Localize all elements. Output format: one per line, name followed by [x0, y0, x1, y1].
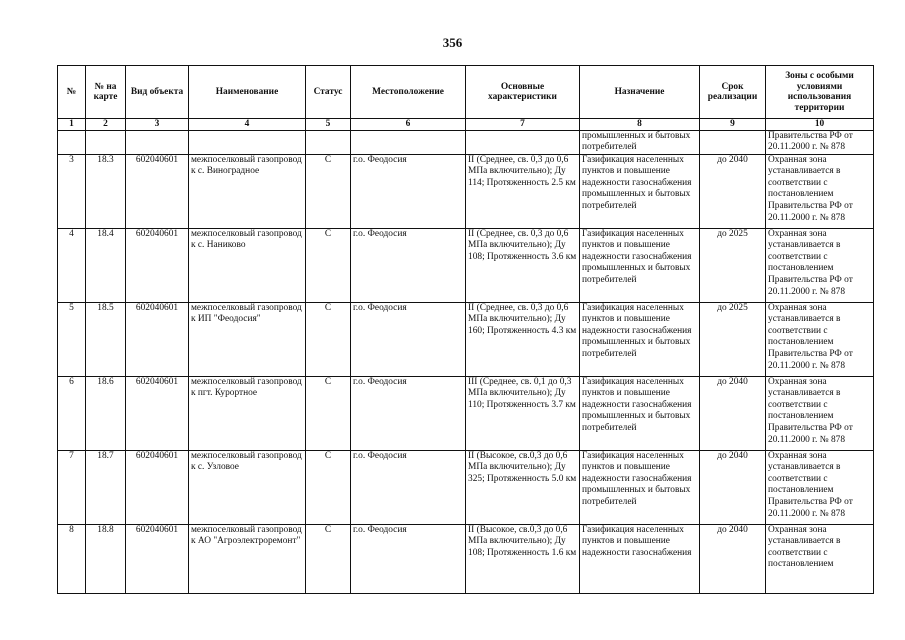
cell-name: межпоселковый газопровод к с. Наниково: [189, 228, 306, 302]
cell-name: межпоселковый газопровод к с. Узловое: [189, 450, 306, 524]
cell-map-number: 18.8: [86, 524, 126, 593]
header-object-kind: Вид объекта: [126, 66, 189, 119]
header-status: Статус: [306, 66, 351, 119]
cell-purpose: Газификация населенных пунктов и повышение надежности газоснабжения промышленных и бытовых потребителей: [580, 376, 700, 450]
cell-location: г.о. Феодосия: [351, 450, 466, 524]
table-row: [58, 376, 874, 450]
cell-status: С: [306, 524, 351, 593]
column-numbers-row: [58, 119, 874, 131]
cell-specs: III (Среднее, св. 0,1 до 0,3 МПа включительно); Ду 110; Протяженность 3.7 км: [466, 376, 580, 450]
table-row: [58, 524, 874, 593]
cell-status: С: [306, 450, 351, 524]
cell-number: 3: [58, 154, 86, 228]
cell-specs: II (Среднее, св. 0,3 до 0,6 МПа включительно); Ду 160; Протяженность 4.3 км: [466, 302, 580, 376]
cell-number: 8: [58, 524, 86, 593]
page-number: 356: [442, 35, 463, 50]
cell-object-kind: 602040601: [126, 302, 189, 376]
header-specs: Основные характеристики: [466, 66, 580, 119]
header-map-number: № на карте: [86, 66, 126, 119]
cell-location: г.о. Феодосия: [351, 154, 466, 228]
cell-purpose: Газификация населенных пунктов и повышение надежности газоснабжения: [580, 524, 700, 593]
column-number: 6: [351, 119, 466, 131]
cell-purpose: промышленных и бытовых потребителей: [580, 130, 700, 154]
table-row: [58, 154, 874, 228]
column-number: 7: [466, 119, 580, 131]
cell-map-number: 18.7: [86, 450, 126, 524]
cell-object-kind: 602040601: [126, 154, 189, 228]
header-purpose: Назначение: [580, 66, 700, 119]
cell-zones: Охранная зона устанавливается в соответствии с постановлением Правительства РФ от 20.11.2000 г. № 878: [766, 228, 874, 302]
cell-zones: Охранная зона устанавливается в соответствии с постановлением Правительства РФ от 20.11.2000 г. № 878: [766, 302, 874, 376]
cell-purpose: Газификация населенных пунктов и повышение надежности газоснабжения промышленных и бытовых потребителей: [580, 302, 700, 376]
cell-term: до 2040: [700, 524, 766, 593]
table-row: [58, 302, 874, 376]
cell-term: до 2040: [700, 450, 766, 524]
column-number: 2: [86, 119, 126, 131]
header-term: Срок реализации: [700, 66, 766, 119]
register-table: [57, 65, 874, 594]
cell-location: г.о. Феодосия: [351, 524, 466, 593]
cell-term: до 2025: [700, 302, 766, 376]
column-number: 1: [58, 119, 86, 131]
cell-object-kind: 602040601: [126, 524, 189, 593]
column-number: 8: [580, 119, 700, 131]
cell-name: межпоселковый газопровод к ИП "Феодосия": [189, 302, 306, 376]
header-location: Местоположение: [351, 66, 466, 119]
cell-specs: II (Среднее, св. 0,3 до 0,6 МПа включительно); Ду 108; Протяженность 3.6 км: [466, 228, 580, 302]
cell-map-number: 18.3: [86, 154, 126, 228]
cell-map-number: 18.4: [86, 228, 126, 302]
header-row: [58, 66, 874, 119]
cell-name: межпоселковый газопровод к с. Виноградное: [189, 154, 306, 228]
cell-location: г.о. Феодосия: [351, 302, 466, 376]
cell-term: до 2040: [700, 376, 766, 450]
continuation-row: [58, 130, 874, 154]
cell-location: г.о. Феодосия: [351, 376, 466, 450]
header-number: №: [58, 66, 86, 119]
cell-status: С: [306, 228, 351, 302]
column-number: 10: [766, 119, 874, 131]
cell-number: 5: [58, 302, 86, 376]
cell-status: С: [306, 154, 351, 228]
column-number: 9: [700, 119, 766, 131]
cell-specs: II (Среднее, св. 0,3 до 0,6 МПа включительно); Ду 114; Протяженность 2.5 км: [466, 154, 580, 228]
cell-zones: Охранная зона устанавливается в соответствии с постановлением Правительства РФ от 20.11.2000 г. № 878: [766, 450, 874, 524]
column-number: 3: [126, 119, 189, 131]
cell-term: до 2025: [700, 228, 766, 302]
cell-number: 4: [58, 228, 86, 302]
cell-zones: Охранная зона устанавливается в соответствии с постановлением Правительства РФ от 20.11.2000 г. № 878: [766, 154, 874, 228]
cell-zones: Охранная зона устанавливается в соответствии с постановлением: [766, 524, 874, 593]
cell-map-number: 18.5: [86, 302, 126, 376]
cell-specs: II (Высокое, св.0,3 до 0,6 МПа включительно); Ду 325; Протяженность 5.0 км: [466, 450, 580, 524]
cell-object-kind: 602040601: [126, 450, 189, 524]
cell-zones: Правительства РФ от 20.11.2000 г. № 878: [766, 130, 874, 154]
header-zones: Зоны с особыми условиями использования территории: [766, 66, 874, 119]
cell-specs: II (Высокое, св.0,3 до 0,6 МПа включительно); Ду 108; Протяженность 1.6 км: [466, 524, 580, 593]
table-row: [58, 228, 874, 302]
cell-map-number: 18.6: [86, 376, 126, 450]
cell-name: межпоселковый газопровод к пгт. Курортное: [189, 376, 306, 450]
cell-zones: Охранная зона устанавливается в соответствии с постановлением Правительства РФ от 20.11.2000 г. № 878: [766, 376, 874, 450]
cell-term: до 2040: [700, 154, 766, 228]
cell-status: С: [306, 302, 351, 376]
cell-number: 6: [58, 376, 86, 450]
cell-name: межпоселковый газопровод к АО "Агроэлектроремонт": [189, 524, 306, 593]
cell-purpose: Газификация населенных пунктов и повышение надежности газоснабжения промышленных и бытовых потребителей: [580, 154, 700, 228]
column-number: 5: [306, 119, 351, 131]
cell-location: г.о. Феодосия: [351, 228, 466, 302]
header-name: Наименование: [189, 66, 306, 119]
column-number: 4: [189, 119, 306, 131]
cell-purpose: Газификация населенных пунктов и повышение надежности газоснабжения промышленных и бытовых потребителей: [580, 228, 700, 302]
table-row: [58, 450, 874, 524]
cell-status: С: [306, 376, 351, 450]
cell-object-kind: 602040601: [126, 376, 189, 450]
cell-purpose: Газификация населенных пунктов и повышение надежности газоснабжения промышленных и бытовых потребителей: [580, 450, 700, 524]
cell-number: 7: [58, 450, 86, 524]
cell-object-kind: 602040601: [126, 228, 189, 302]
